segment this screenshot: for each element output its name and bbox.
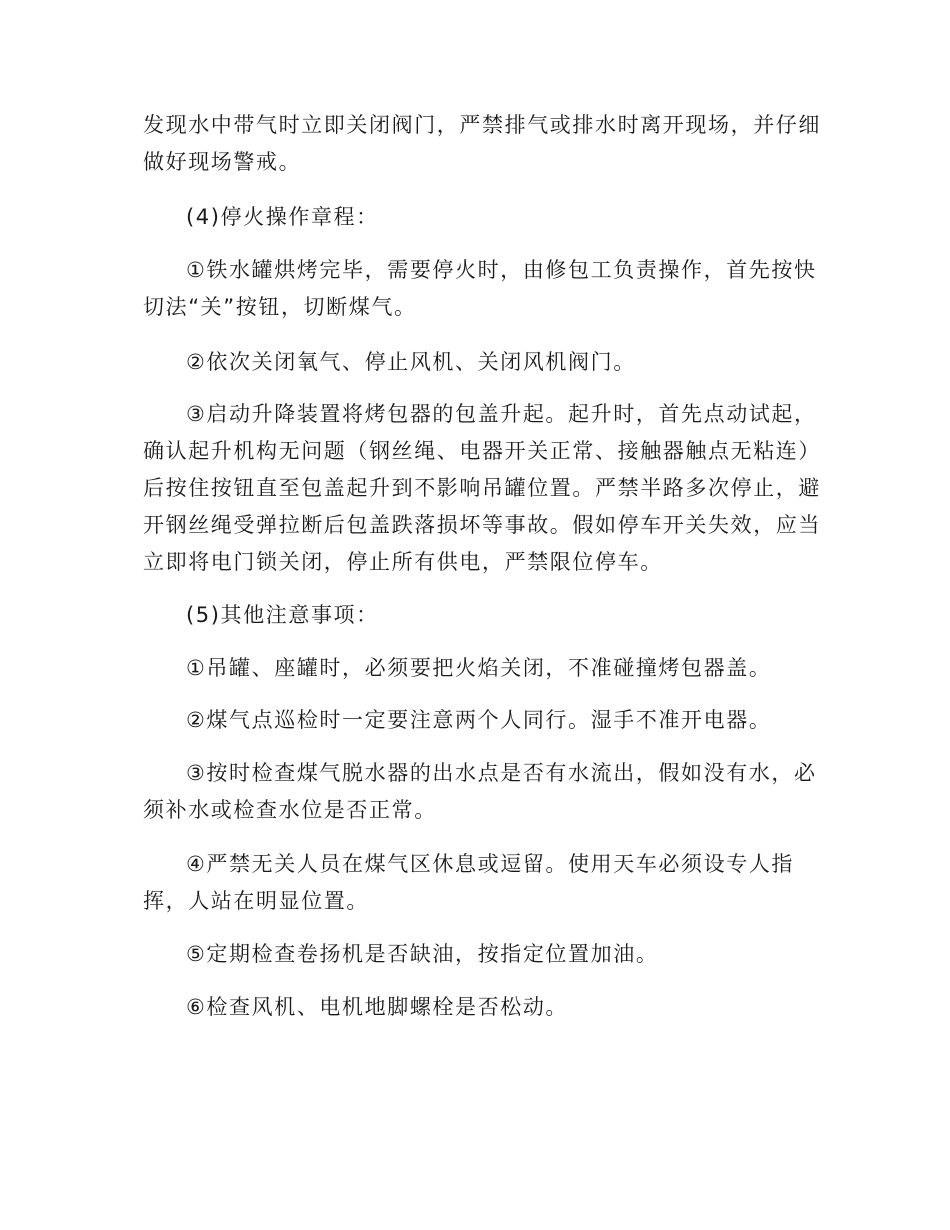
text-line: ②依次关闭氧气、停止风机、关闭风机阀门。 bbox=[186, 350, 636, 374]
text-line: 立即将电门锁关闭，停止所有供电，严禁限位停车。 bbox=[143, 550, 663, 574]
text-line: 做好现场警戒。 bbox=[143, 150, 302, 174]
text-line: ③按时检查煤气脱水器的出水点是否有水流出，假如没有水，必 bbox=[186, 761, 817, 785]
text-line: 后按住按钮直至包盖起升到不影响吊罐位置。严禁半路多次停止，避 bbox=[143, 476, 821, 500]
text-line: 挥，人站在明显位置。 bbox=[143, 889, 369, 913]
text-line: ④严禁无关人员在煤气区休息或逗留。使用天车必须设专人指 bbox=[186, 852, 795, 876]
section-heading: (4)停火操作章程： bbox=[186, 205, 379, 229]
section-heading: (5)其他注意事项： bbox=[186, 603, 379, 627]
text-line: 须补水或检查水位是否正常。 bbox=[143, 798, 437, 822]
text-line: ②煤气点巡检时一定要注意两个人同行。湿手不准开电器。 bbox=[186, 708, 772, 732]
text-line: 开钢丝绳受弹拉断后包盖跌落损坏等事故。假如停车开关失效，应当 bbox=[143, 513, 821, 537]
text-line: ③启动升降装置将烤包器的包盖升起。起升时，首先点动试起， bbox=[186, 402, 817, 426]
text-line: ①吊罐、座罐时，必须要把火焰关闭，不准碰撞烤包器盖。 bbox=[186, 656, 772, 680]
text-line: ⑤定期检查卷扬机是否缺油，按指定位置加油。 bbox=[186, 942, 659, 966]
text-line: 发现水中带气时立即关闭阀门，严禁排气或排水时离开现场，并仔细 bbox=[143, 113, 821, 137]
text-line: ①铁水罐烘烤完毕，需要停火时，由修包工负责操作，首先按快 bbox=[186, 258, 817, 282]
text-line: 确认起升机构无问题（钢丝绳、电器开关正常、接触器触点无粘连） bbox=[143, 439, 821, 463]
text-line: ⑥检查风机、电机地脚螺栓是否松动。 bbox=[186, 995, 569, 1019]
text-line: 切法“关”按钮，切断煤气。 bbox=[143, 295, 417, 319]
